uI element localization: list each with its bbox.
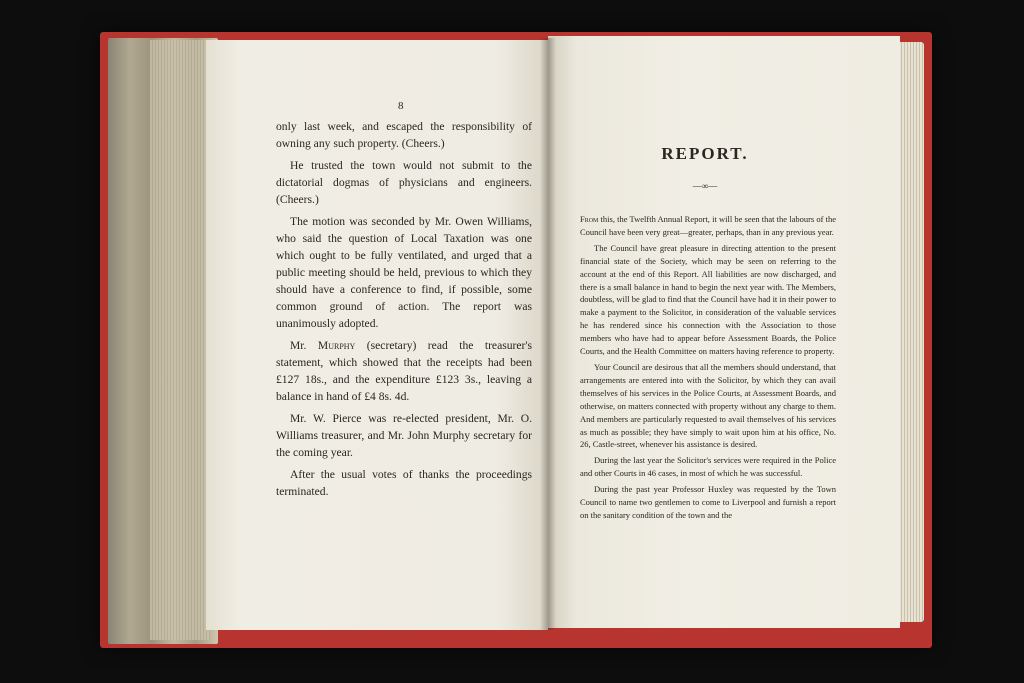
report-title: REPORT. <box>661 144 749 163</box>
statement-text: (secretary) read the treasurer's statement, which showed that the receipts had been £127 18s., and the expenditure £123 3s., leaving a balance in hand of £4 8s. 4d. <box>276 339 532 403</box>
paragraph: After the usual votes of thanks the proceedings terminated. <box>276 468 532 498</box>
right-page-text <box>580 213 836 525</box>
speaker-title: Mr. <box>290 339 318 352</box>
paragraph: The Council have great pleasure in directing attention to the present financial state of the Society, which may be seen on referring to the account at the end of this Report. All liabilities are now discharged, and there is a small balance in hand to begin the next year with. The Members, doubtless, will be glad to find that the Council have had it in their power to make a payment to the Solicitor, in consideration of the valuable services he has rendered since his connection with the Association to those members who have had to appear before Assessment Boards, the Police Courts, and the Health Committee on matters having reference to property. <box>580 242 836 357</box>
paragraph: Your Council are desirous that all the members should understand, that arrangements are entered into with the Solicitor, by which they can avail themselves of his services in the Police Courts, at Assessment Boards, and otherwise, on matters connected with property without any charge to them. And members are particularly requested to avail themselves of his services as much as possible; they have simply to wait upon him at his office, No. 26, Castle-street, whenever his assistance is desired. <box>580 361 836 450</box>
paragraph: During the past year Professor Huxley was requested by the Town Council to name two gentlemen to come to Liverpool and furnish a report on the sanitary condition of the town and the <box>580 484 836 520</box>
paragraph: Mr. W. Pierce was re-elected president, Mr. O. Williams treasurer, and Mr. John Murphy secretary for the coming year. <box>276 412 532 459</box>
lead-text: this, the Twelfth Annual Report, it will be seen that the labours of the Council have been very great—greater, perhaps, than in any previous year. <box>580 214 836 237</box>
paragraph: The motion was seconded by Mr. Owen Williams, who said the question of Local Taxation was one which ought to be fully ventilated, and urged that a public meeting should be held, previous to which they should have a conference to find, if possible, some common ground of action. The report was unanimously adopted. <box>276 215 532 330</box>
paragraph: During the last year the Solicitor's services were required in the Police and other Courts in 46 cases, in most of which he was successful. <box>580 455 836 479</box>
left-page-text <box>276 118 532 505</box>
right-page-edges <box>896 42 924 622</box>
lead-word: From <box>580 214 599 224</box>
ornament-divider: —∞— <box>692 181 718 191</box>
paragraph-lead <box>580 213 836 239</box>
speaker-name: Murphy <box>317 339 356 352</box>
book-gutter <box>540 38 556 630</box>
paragraph: He trusted the town would not submit to the dictatorial dogmas of physicians and engineers. (Cheers.) <box>276 159 532 206</box>
page-number: 8 <box>398 100 404 112</box>
paragraph-treasurer-statement <box>276 337 532 405</box>
left-page-edges-inner <box>150 40 210 640</box>
paragraph: only last week, and escaped the responsibility of owning any such property. (Cheers.) <box>276 120 532 150</box>
